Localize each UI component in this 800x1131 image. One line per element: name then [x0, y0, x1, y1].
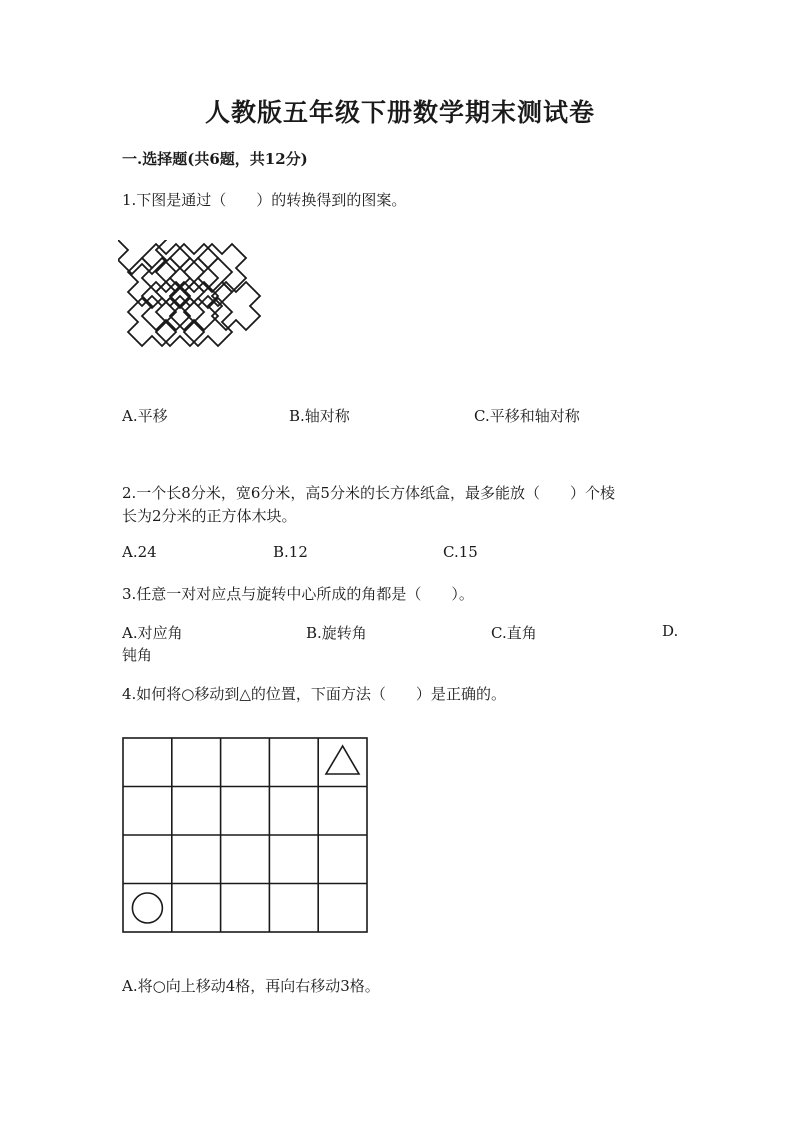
q1-option-c[interactable]: C.平移和轴对称	[474, 407, 580, 425]
tile-pattern-figure	[118, 240, 268, 360]
q2-option-a[interactable]: A.24	[122, 543, 157, 561]
q3-option-b[interactable]: B.旋转角	[306, 624, 367, 642]
question-3-stem: 3.任意一对对应点与旋转中心所成的角都是（ ）。	[122, 585, 474, 603]
q3-option-d[interactable]: D.	[662, 622, 679, 640]
movement-grid-figure	[121, 736, 369, 934]
q4-option-a[interactable]: A.将○向上移动4格，再向右移动3格。	[122, 977, 380, 995]
question-1-stem: 1.下图是通过（ ）的转换得到的图案。	[122, 191, 407, 209]
q1-option-b[interactable]: B.轴对称	[289, 407, 350, 425]
q2-option-b[interactable]: B.12	[273, 543, 308, 561]
question-2-stem-line1: 2.一个长8分米，宽6分米，高5分米的长方体纸盒，最多能放（ ）个棱	[122, 484, 615, 502]
question-4-stem: 4.如何将○移动到△的位置，下面方法（ ）是正确的。	[122, 685, 506, 703]
circle-shape	[132, 893, 162, 923]
triangle-shape	[326, 746, 359, 774]
q3-option-a[interactable]: A.对应角	[122, 624, 183, 642]
q1-option-a[interactable]: A.平移	[122, 407, 168, 425]
section-heading: 一.选择题(共6题，共12分)	[122, 150, 308, 168]
tile-shape	[170, 244, 218, 292]
q3-option-c[interactable]: C.直角	[491, 624, 537, 642]
tile-shape	[142, 244, 190, 292]
q2-option-c[interactable]: C.15	[443, 543, 478, 561]
q3-option-d-continuation: 钝角	[122, 646, 153, 664]
question-2-stem-line2: 长为2分米的正方体木块。	[122, 507, 297, 525]
page-title: 人教版五年级下册数学期末测试卷	[204, 98, 595, 127]
